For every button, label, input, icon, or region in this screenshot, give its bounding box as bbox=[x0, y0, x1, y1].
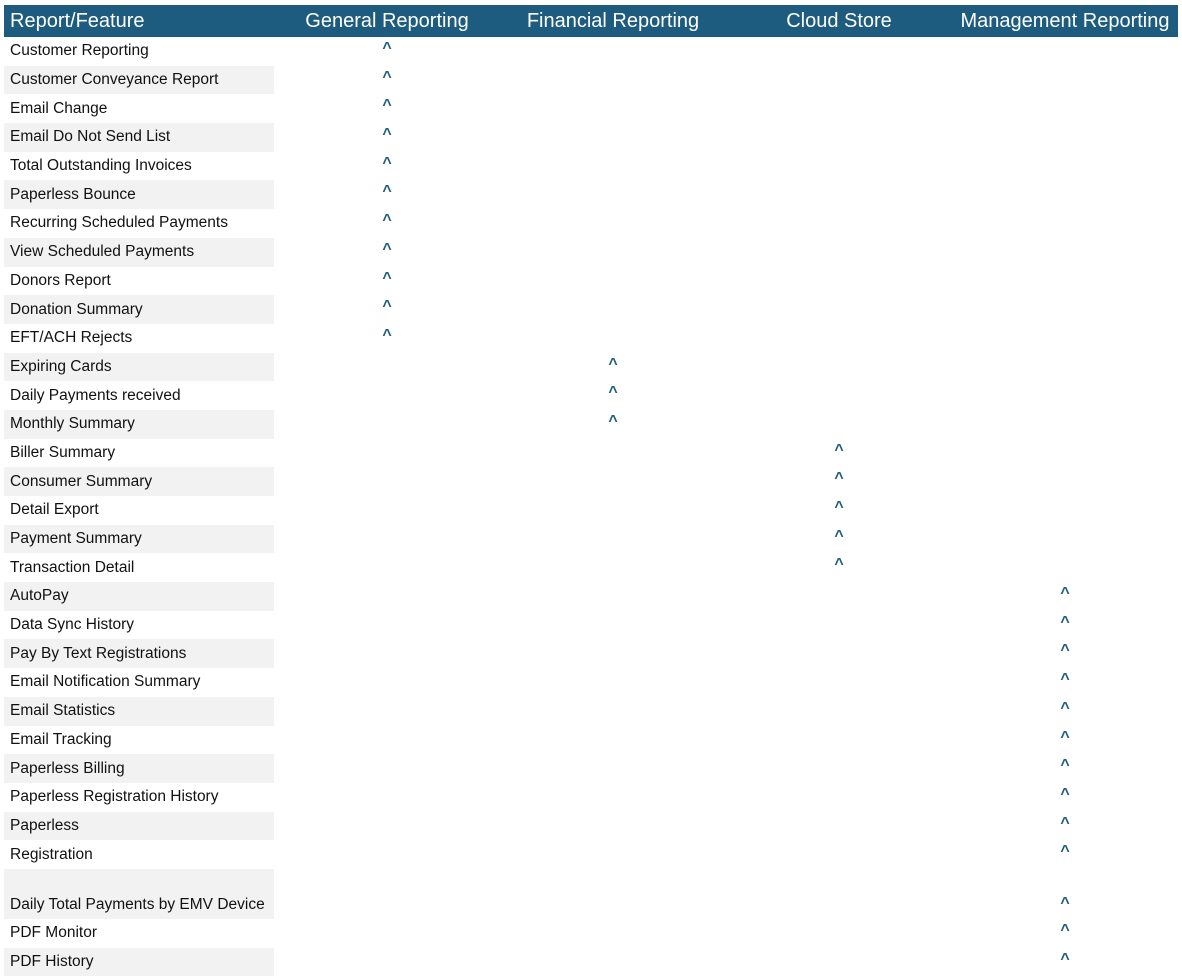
empty-cell bbox=[500, 840, 726, 869]
check-mark: ^ bbox=[834, 527, 844, 545]
empty-cell bbox=[274, 353, 500, 382]
empty-cell bbox=[500, 668, 726, 697]
check-mark: ^ bbox=[382, 298, 392, 316]
empty-cell bbox=[952, 439, 1178, 468]
feature-label: Email Tracking bbox=[10, 730, 112, 748]
feature-label: Donors Report bbox=[10, 271, 111, 289]
empty-cell bbox=[274, 668, 500, 697]
empty-cell bbox=[726, 180, 952, 209]
empty-cell bbox=[500, 152, 726, 181]
table-row bbox=[4, 919, 1178, 948]
table-row bbox=[4, 726, 1178, 755]
table-row bbox=[4, 553, 1178, 582]
check-mark: ^ bbox=[382, 126, 392, 144]
feature-label: Paperless bbox=[4, 812, 274, 841]
empty-cell bbox=[500, 812, 726, 841]
table-row bbox=[4, 180, 1178, 209]
empty-cell bbox=[274, 582, 500, 611]
empty-cell bbox=[952, 496, 1178, 525]
empty-cell bbox=[500, 553, 726, 582]
empty-cell bbox=[726, 754, 952, 783]
table-body bbox=[4, 37, 1178, 976]
check-mark: ^ bbox=[382, 269, 392, 287]
empty-cell bbox=[500, 726, 726, 755]
table-row bbox=[4, 94, 1178, 123]
empty-cell bbox=[500, 209, 726, 238]
empty-cell bbox=[726, 66, 952, 95]
table-row bbox=[4, 697, 1178, 726]
empty-cell bbox=[274, 525, 500, 554]
check-mark: ^ bbox=[1060, 728, 1070, 746]
empty-cell bbox=[726, 948, 952, 977]
empty-cell bbox=[500, 238, 726, 267]
feature-label: Paperless Registration History bbox=[10, 788, 219, 806]
feature-label: Customer Reporting bbox=[10, 42, 149, 60]
feature-label: Data Sync History bbox=[10, 616, 135, 634]
empty-cell bbox=[952, 66, 1178, 95]
table-row bbox=[4, 123, 1178, 152]
feature-label: Payment Summary bbox=[4, 525, 274, 554]
check-mark: ^ bbox=[1060, 585, 1070, 603]
empty-cell bbox=[500, 66, 726, 95]
empty-cell bbox=[952, 381, 1178, 410]
table-row bbox=[4, 353, 1178, 382]
empty-cell bbox=[952, 238, 1178, 267]
check-mark: ^ bbox=[1060, 757, 1070, 775]
empty-cell bbox=[952, 410, 1178, 439]
check-mark: ^ bbox=[382, 212, 392, 230]
check-mark: ^ bbox=[608, 355, 618, 373]
table-row bbox=[4, 238, 1178, 267]
empty-cell bbox=[726, 783, 952, 812]
empty-cell bbox=[274, 754, 500, 783]
table-row bbox=[4, 324, 1178, 353]
empty-cell bbox=[952, 324, 1178, 353]
empty-cell bbox=[500, 37, 726, 66]
check-mark: ^ bbox=[1060, 921, 1070, 939]
table-row bbox=[4, 869, 1178, 919]
empty-cell bbox=[952, 37, 1178, 66]
table-row bbox=[4, 66, 1178, 95]
empty-cell bbox=[952, 209, 1178, 238]
empty-cell bbox=[726, 267, 952, 296]
empty-cell bbox=[726, 869, 952, 919]
feature-label: Email Notification Summary bbox=[10, 673, 201, 691]
table-row bbox=[4, 209, 1178, 238]
empty-cell bbox=[952, 353, 1178, 382]
empty-cell bbox=[500, 611, 726, 640]
empty-cell bbox=[274, 467, 500, 496]
check-mark: ^ bbox=[382, 183, 392, 201]
table-row bbox=[4, 582, 1178, 611]
check-mark: ^ bbox=[1060, 699, 1070, 717]
check-mark: ^ bbox=[834, 441, 844, 459]
check-mark: ^ bbox=[382, 240, 392, 258]
empty-cell bbox=[274, 553, 500, 582]
empty-cell bbox=[500, 439, 726, 468]
check-mark: ^ bbox=[1060, 814, 1070, 832]
feature-label: PDF Monitor bbox=[10, 924, 97, 942]
feature-label: Detail Export bbox=[10, 501, 99, 519]
empty-cell bbox=[274, 639, 500, 668]
empty-cell bbox=[726, 582, 952, 611]
empty-cell bbox=[274, 726, 500, 755]
empty-cell bbox=[500, 295, 726, 324]
table-row bbox=[4, 381, 1178, 410]
empty-cell bbox=[726, 152, 952, 181]
feature-label: Expiring Cards bbox=[4, 353, 274, 382]
table-row bbox=[4, 152, 1178, 181]
feature-label: Consumer Summary bbox=[4, 467, 274, 496]
feature-label: View Scheduled Payments bbox=[4, 238, 274, 267]
feature-label: Transaction Detail bbox=[10, 558, 135, 576]
empty-cell bbox=[500, 754, 726, 783]
check-mark: ^ bbox=[1060, 843, 1070, 861]
empty-cell bbox=[500, 525, 726, 554]
feature-label: Recurring Scheduled Payments bbox=[10, 214, 228, 232]
check-mark: ^ bbox=[834, 499, 844, 516]
check-mark: ^ bbox=[608, 384, 618, 402]
empty-cell bbox=[952, 267, 1178, 296]
empty-cell bbox=[952, 123, 1178, 152]
table-row bbox=[4, 496, 1178, 525]
empty-cell bbox=[500, 267, 726, 296]
empty-cell bbox=[726, 812, 952, 841]
check-mark: ^ bbox=[1060, 785, 1070, 803]
feature-label: Registration bbox=[10, 845, 93, 863]
check-mark: ^ bbox=[382, 40, 392, 57]
table-row bbox=[4, 812, 1178, 841]
empty-cell bbox=[726, 295, 952, 324]
table-row bbox=[4, 611, 1178, 640]
header-cloud-store: Cloud Store bbox=[786, 9, 892, 32]
empty-cell bbox=[500, 697, 726, 726]
empty-cell bbox=[500, 948, 726, 977]
feature-label: Biller Summary bbox=[10, 443, 116, 461]
header-management-reporting: Management Reporting bbox=[960, 9, 1170, 32]
empty-cell bbox=[952, 467, 1178, 496]
empty-cell bbox=[726, 410, 952, 439]
table-row bbox=[4, 668, 1178, 697]
empty-cell bbox=[274, 410, 500, 439]
table-row bbox=[4, 525, 1178, 554]
empty-cell bbox=[952, 553, 1178, 582]
empty-cell bbox=[726, 726, 952, 755]
empty-cell bbox=[500, 496, 726, 525]
table-row bbox=[4, 37, 1178, 66]
header-row bbox=[4, 5, 1178, 37]
feature-label: PDF History bbox=[4, 948, 274, 977]
empty-cell bbox=[726, 94, 952, 123]
table-row bbox=[4, 754, 1178, 783]
empty-cell bbox=[726, 611, 952, 640]
empty-cell bbox=[274, 381, 500, 410]
check-mark: ^ bbox=[382, 68, 392, 86]
feature-label: AutoPay bbox=[4, 582, 274, 611]
empty-cell bbox=[952, 180, 1178, 209]
check-mark: ^ bbox=[382, 154, 392, 172]
empty-cell bbox=[274, 812, 500, 841]
feature-label: Pay By Text Registrations bbox=[4, 639, 274, 668]
feature-label: Daily Payments received bbox=[10, 386, 181, 404]
empty-cell bbox=[274, 783, 500, 812]
empty-cell bbox=[274, 697, 500, 726]
empty-cell bbox=[952, 295, 1178, 324]
empty-cell bbox=[726, 37, 952, 66]
check-mark: ^ bbox=[1060, 613, 1070, 631]
check-mark: ^ bbox=[1060, 950, 1070, 968]
empty-cell bbox=[726, 668, 952, 697]
empty-cell bbox=[726, 840, 952, 869]
report-feature-table bbox=[4, 5, 1178, 976]
table-row bbox=[4, 783, 1178, 812]
empty-cell bbox=[726, 381, 952, 410]
empty-cell bbox=[274, 439, 500, 468]
feature-label: Total Outstanding Invoices bbox=[10, 157, 192, 175]
empty-cell bbox=[952, 152, 1178, 181]
table-row bbox=[4, 295, 1178, 324]
empty-cell bbox=[726, 919, 952, 948]
table-row bbox=[4, 410, 1178, 439]
feature-label: EFT/ACH Rejects bbox=[10, 329, 133, 347]
empty-cell bbox=[500, 919, 726, 948]
empty-cell bbox=[500, 639, 726, 668]
check-mark: ^ bbox=[834, 556, 844, 574]
check-mark: ^ bbox=[382, 97, 392, 115]
empty-cell bbox=[952, 94, 1178, 123]
table-row bbox=[4, 948, 1178, 977]
feature-label: Email Do Not Send List bbox=[4, 123, 274, 152]
feature-label: Paperless Bounce bbox=[4, 180, 274, 209]
feature-label: Donation Summary bbox=[4, 295, 274, 324]
check-mark: ^ bbox=[1060, 671, 1070, 689]
empty-cell bbox=[726, 324, 952, 353]
empty-cell bbox=[952, 525, 1178, 554]
feature-label: Email Statistics bbox=[4, 697, 274, 726]
empty-cell bbox=[726, 697, 952, 726]
empty-cell bbox=[500, 123, 726, 152]
feature-label: Monthly Summary bbox=[4, 410, 274, 439]
header-financial-reporting: Financial Reporting bbox=[526, 9, 700, 32]
check-mark: ^ bbox=[382, 326, 392, 344]
feature-label: Paperless Billing bbox=[4, 754, 274, 783]
check-mark: ^ bbox=[1060, 642, 1070, 660]
empty-cell bbox=[500, 94, 726, 123]
empty-cell bbox=[726, 123, 952, 152]
header-report-feature: Report/Feature bbox=[10, 9, 145, 32]
table-row bbox=[4, 439, 1178, 468]
check-mark: ^ bbox=[834, 470, 844, 488]
empty-cell bbox=[274, 919, 500, 948]
empty-cell bbox=[726, 639, 952, 668]
table-row bbox=[4, 267, 1178, 296]
empty-cell bbox=[500, 324, 726, 353]
empty-cell bbox=[274, 496, 500, 525]
feature-label: Customer Conveyance Report bbox=[4, 66, 274, 95]
empty-cell bbox=[500, 180, 726, 209]
empty-cell bbox=[500, 869, 726, 919]
empty-cell bbox=[500, 783, 726, 812]
check-mark: ^ bbox=[1060, 894, 1070, 912]
empty-cell bbox=[726, 209, 952, 238]
empty-cell bbox=[274, 948, 500, 977]
check-mark: ^ bbox=[608, 412, 618, 430]
empty-cell bbox=[500, 467, 726, 496]
table-row bbox=[4, 840, 1178, 869]
empty-cell bbox=[274, 611, 500, 640]
table-row bbox=[4, 467, 1178, 496]
feature-label: Email Change bbox=[10, 99, 108, 117]
empty-cell bbox=[274, 840, 500, 869]
empty-cell bbox=[500, 582, 726, 611]
feature-label: Daily Total Payments by EMV Device bbox=[4, 869, 274, 919]
empty-cell bbox=[726, 353, 952, 382]
table-row bbox=[4, 639, 1178, 668]
empty-cell bbox=[274, 869, 500, 919]
empty-cell bbox=[726, 238, 952, 267]
header-general-reporting: General Reporting bbox=[305, 9, 469, 32]
